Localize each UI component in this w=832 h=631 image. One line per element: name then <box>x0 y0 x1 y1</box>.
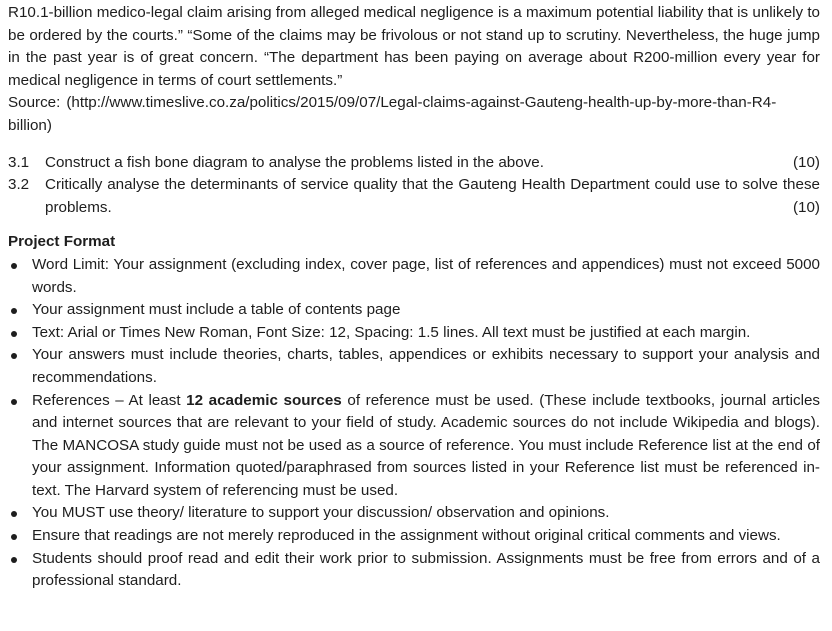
question-number: 3.1 <box>8 153 30 171</box>
list-item <box>8 254 820 299</box>
project-format-title: Project Format <box>8 233 116 251</box>
intro-paragraph: R10.1-billion medico-legal claim arising from alleged medical negligence is a maximum potential liability that is unlikely to be ordered by the courts.” “Some of the claims may be frivolous or not stand up to scrutiny. Nevertheless, the huge jump in the past year is of great concern. “The department has been paying on average about R200-million every year for medical negligence in terms of court settlements.” <box>8 4 820 89</box>
bullet-icon <box>11 308 17 314</box>
list-item <box>8 548 820 593</box>
question-3-2 <box>8 174 820 219</box>
list-item-text: Word Limit: Your assignment (excluding index, cover page, list of references and appendices) must not exceed 5000 words. <box>32 255 820 296</box>
project-format-list <box>8 254 820 593</box>
intro-section <box>8 2 820 138</box>
list-item <box>8 322 820 345</box>
source-url: (http://www.timeslive.co.za/politics/2015/09/07/Legal-claims-against-Gauteng-health-up-by-more-than-R4-billion) <box>8 94 777 134</box>
bullet-icon <box>11 263 17 269</box>
list-item <box>8 525 820 548</box>
list-item-text: Students should proof read and edit their work prior to submission. Assignments must be free from errors and of a professional standard. <box>32 549 820 590</box>
source-label: Source: <box>8 94 61 112</box>
references-text-start: References – At least <box>32 391 187 409</box>
source-citation <box>8 92 820 137</box>
list-item-references <box>8 390 820 503</box>
list-item <box>8 344 820 389</box>
question-text: Construct a fish bone diagram to analyse the problems listed in the above. <box>45 153 544 171</box>
list-item-text: Ensure that readings are not merely reproduced in the assignment without original critical comments and views. <box>32 527 781 545</box>
list-item-text: Your answers must include theories, charts, tables, appendices or exhibits necessary to support your analysis and recommendations. <box>32 346 820 386</box>
bullet-icon <box>11 557 17 563</box>
question-marks: (10) <box>792 198 820 216</box>
list-item <box>8 502 820 525</box>
list-item-text: Text: Arial or Times New Roman, Font Size: 12, Spacing: 1.5 lines. All text must be justified at each margin. <box>32 323 751 341</box>
references-emphasis: 12 academic sources <box>186 391 342 409</box>
questions-section <box>8 152 820 220</box>
question-3-1 <box>8 152 820 175</box>
bullet-icon <box>11 399 17 405</box>
question-number: 3.2 <box>8 176 30 194</box>
question-marks: (10) <box>792 153 820 171</box>
bullet-icon <box>11 534 17 540</box>
question-text: Critically analyse the determinants of service quality that the Gauteng Health Department could use to solve these problems. <box>45 176 820 216</box>
bullet-icon <box>11 331 17 337</box>
list-item-text: Your assignment must include a table of contents page <box>32 301 401 319</box>
references-text-end: of reference must be used. (These include textbooks, journal articles and internet sources that are relevant to your field of study. Academic sources do not include Wikipedia and blogs). The MANCOSA study guide must not be used as a source of reference. You must include Reference list at the end of your assignment. Information quoted/paraphrased from sources listed in your Reference list must be referenced in-text. The Harvard system of referencing must be used. <box>32 391 820 499</box>
list-item-text: You MUST use theory/ literature to support your discussion/ observation and opinions. <box>32 504 610 522</box>
list-item <box>8 299 820 322</box>
bullet-icon <box>11 511 17 517</box>
bullet-icon <box>11 353 17 359</box>
